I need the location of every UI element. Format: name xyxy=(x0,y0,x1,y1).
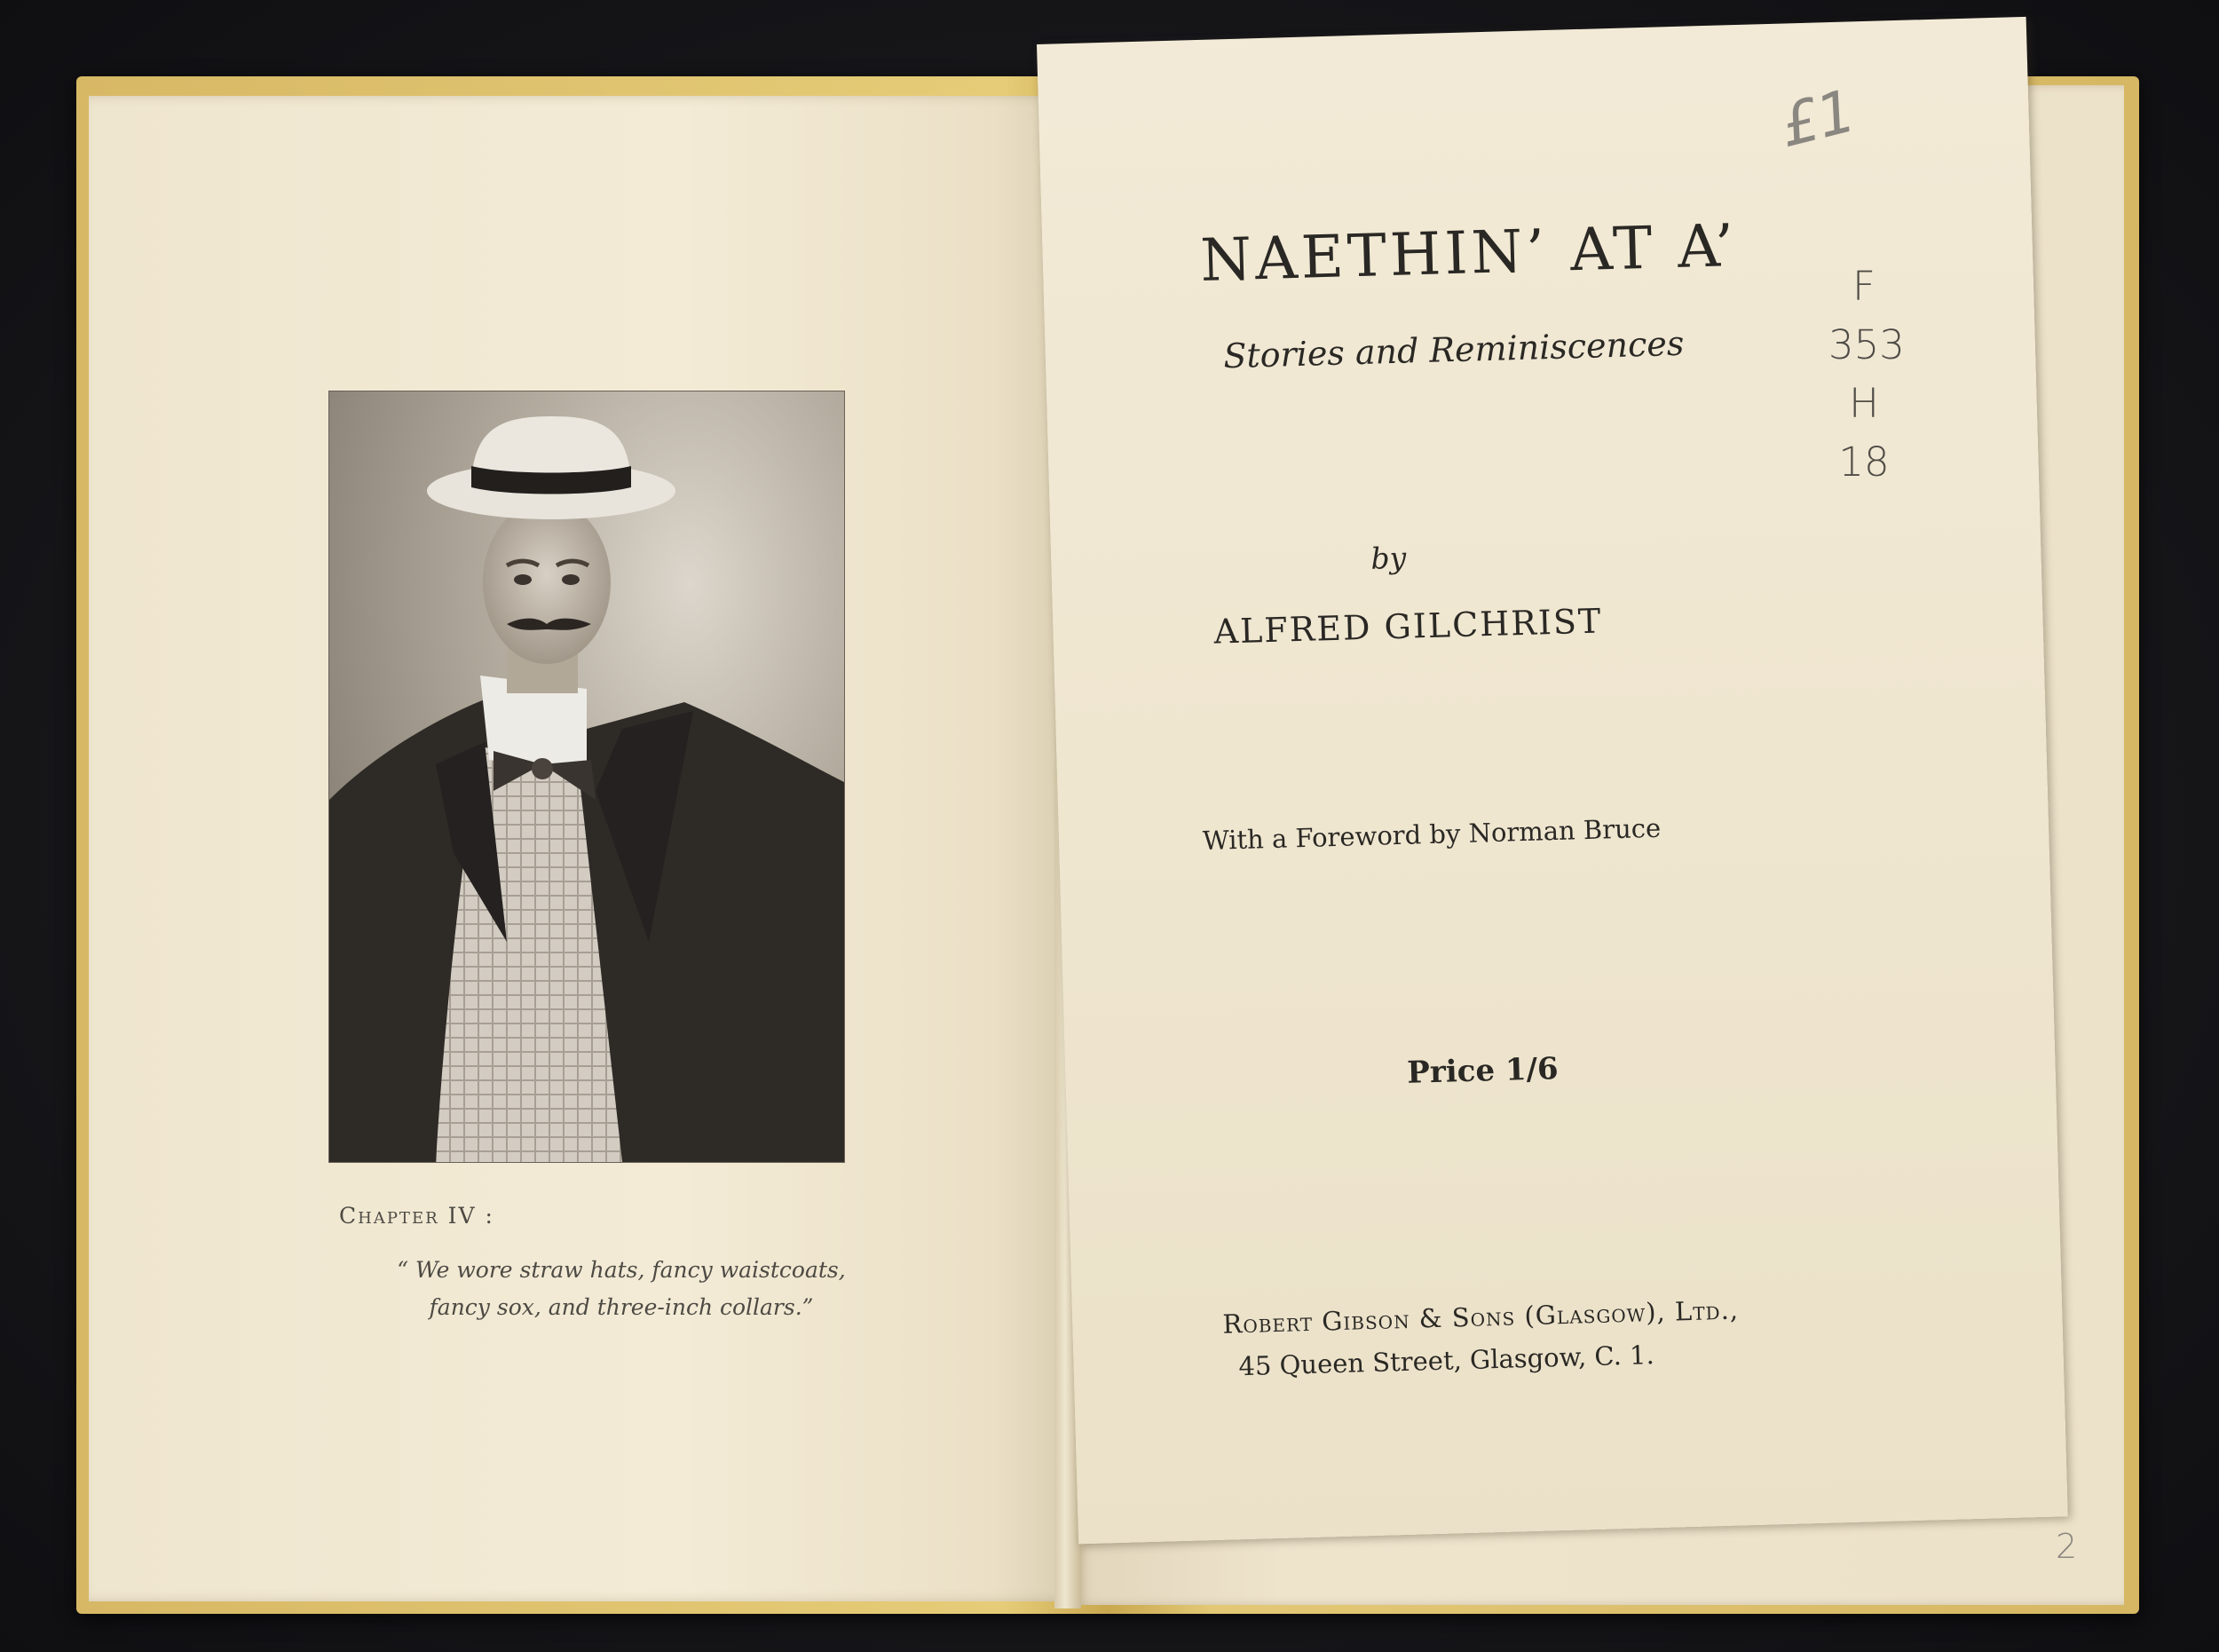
quote-line: “ We wore straw hats, fancy waistcoats, xyxy=(397,1257,846,1283)
shelfmark-line: H xyxy=(1849,380,1879,427)
frontispiece-photograph xyxy=(328,391,845,1163)
shelfmark-line: 18 xyxy=(1838,439,1890,486)
frontispiece-quote xyxy=(355,1252,888,1326)
quote-line: fancy sox, and three-inch collars.” xyxy=(429,1294,814,1320)
by-line: by xyxy=(1370,540,1407,576)
author-name: ALFRED GILCHRIST xyxy=(1213,601,1603,652)
book-title: NAETHIN’ AT A’ xyxy=(1199,211,1739,295)
title-page xyxy=(1037,17,2068,1544)
frontispiece-chapter-label: Chapter IV : xyxy=(339,1203,494,1229)
price-label: Price 1/6 xyxy=(1406,1051,1560,1091)
pencil-shelfmark xyxy=(1828,257,1905,492)
pencil-page-number: 2 xyxy=(2056,1527,2078,1566)
portrait-illustration xyxy=(329,391,844,1162)
shelfmark-line: F xyxy=(1852,263,1875,310)
publisher-name: Robert Gibson & Sons (Glasgow), Ltd., xyxy=(1221,1294,1740,1340)
publisher-address: 45 Queen Street, Glasgow, C. 1. xyxy=(1238,1340,1655,1382)
foreword-credit: With a Foreword by Norman Bruce xyxy=(1202,812,1662,857)
book-subtitle: Stories and Reminiscences xyxy=(1222,323,1685,376)
shelfmark-line: 353 xyxy=(1828,321,1905,368)
pencil-price-mark: £1 xyxy=(1773,75,1863,162)
